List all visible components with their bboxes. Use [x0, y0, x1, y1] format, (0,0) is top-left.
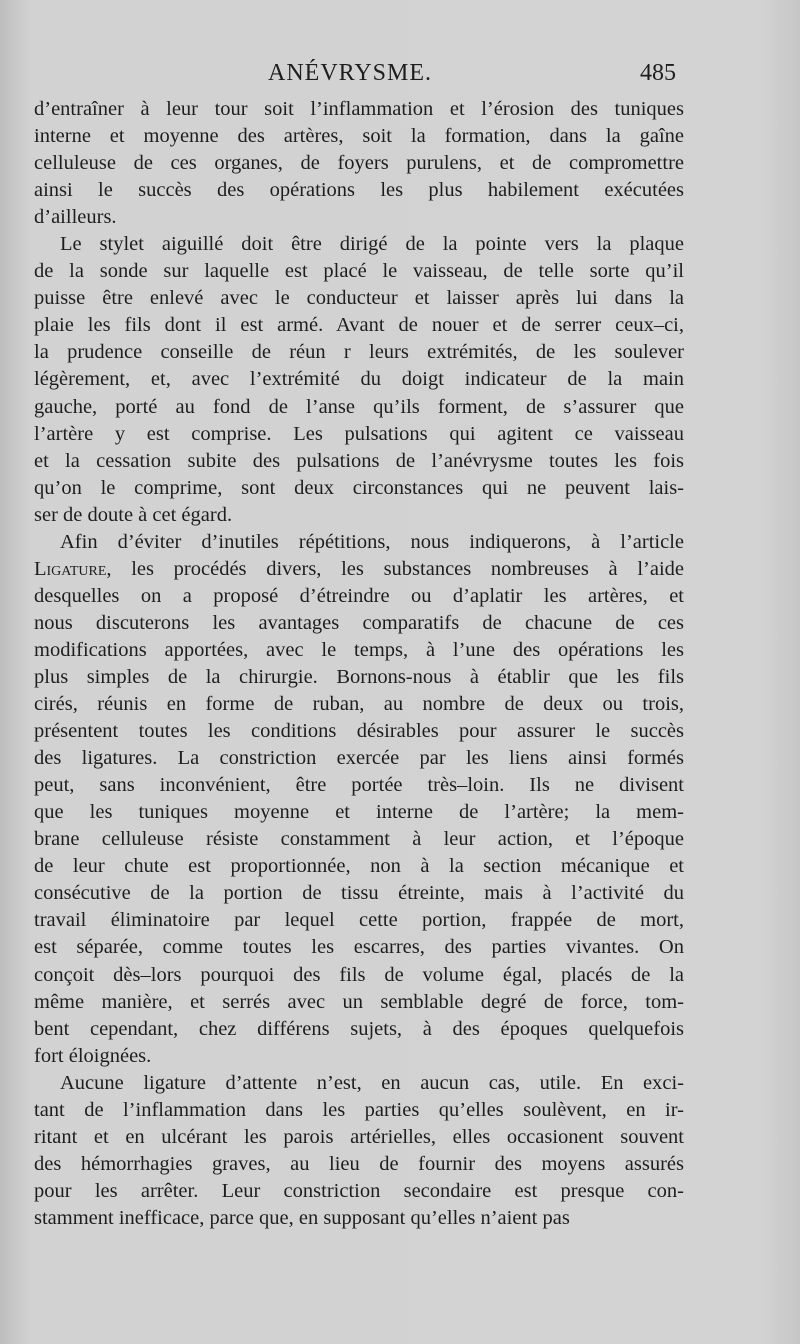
page-header [0, 54, 800, 94]
text-line: desquelles on a proposé d’étreindre ou d’aplatir les artères, et [34, 584, 684, 607]
text-line: fort éloignées. [34, 1044, 152, 1067]
text-line: plus simples de la chirurgie. Bornons-nous à établir que les fils [34, 665, 684, 688]
page-number: 485 [640, 60, 676, 86]
text-line: Afin d’éviter d’inutiles répétitions, nous indiquerons, à l’article [60, 530, 684, 553]
text-line: gauche, porté au fond de l’anse qu’ils forment, de s’assurer que [34, 395, 684, 418]
text-line: interne et moyenne des artères, soit la formation, dans la gaîne [34, 125, 684, 148]
text-line: des ligatures. La constriction exercée par les liens ainsi formés [34, 747, 684, 770]
text-line: même manière, et serrés avec un semblable degré de force, tom- [34, 990, 684, 1013]
text-line: l’artère y est comprise. Les pulsations qui agitent ce vaisseau [34, 422, 684, 445]
text-line: stamment inefficace, parce que, en supposant qu’elles n’aient pas [34, 1206, 570, 1229]
text-line: peut, sans inconvénient, être portée très–loin. Ils ne divisent [34, 774, 684, 797]
text-line: ser de doute à cet égard. [34, 503, 233, 526]
text-line: celluleuse de ces organes, de foyers purulens, et de compromettre [34, 152, 684, 175]
text-line: Aucune ligature d’attente n’est, en aucun cas, utile. En exci- [60, 1071, 684, 1094]
paragraph [34, 1070, 684, 1232]
paragraph [34, 231, 684, 529]
text-line: d’ailleurs. [34, 206, 117, 229]
text-line: modifications apportées, avec le temps, à l’une des opérations les [34, 638, 684, 661]
text-line: pour les arrêter. Leur constriction secondaire est presque con- [34, 1179, 684, 1202]
text-line: de leur chute est proportionnée, non à la section mécanique et [34, 855, 684, 878]
text-line: des hémorrhagies graves, au lieu de fournir des moyens assurés [34, 1152, 684, 1175]
running-title: ANÉVRYSME. [268, 60, 433, 86]
text-line: conçoit dès–lors pourquoi des fils de volume égal, placés de la [34, 963, 684, 986]
text-line: d’entraîner à leur tour soit l’inflammation et l’érosion des tuniques [34, 98, 684, 120]
text-line: travail éliminatoire par lequel cette portion, frappée de mort, [34, 909, 684, 932]
text-line: est séparée, comme toutes les escarres, des parties vivantes. On [34, 936, 684, 959]
text-line: que les tuniques moyenne et interne de l’artère; la mem- [34, 801, 684, 824]
text-line: puisse être enlevé avec le conducteur et laisser après lui dans la [34, 287, 684, 310]
text-line: de la sonde sur laquelle est placé le vaisseau, de telle sorte qu’il [34, 260, 684, 283]
paragraph [34, 529, 684, 1070]
text-line: nous discuterons les avantages comparatifs de chacune de ces [34, 611, 684, 634]
text-line: légèrement, et, avec l’extrémité du doigt indicateur de la main [34, 368, 684, 391]
text-line: plaie les fils dont il est armé. Avant de nouer et de serrer ceux–ci, [34, 314, 684, 337]
text-line: la prudence conseille de réun r leurs extrémités, de les soulever [34, 341, 684, 364]
text-line: consécutive de la portion de tissu étreinte, mais à l’activité du [34, 882, 684, 905]
text-line: et la cessation subite des pulsations de l’anévrysme toutes les fois [34, 449, 684, 472]
small-caps-term: Ligature [34, 557, 107, 580]
text-line: Le stylet aiguillé doit être dirigé de la pointe vers la plaque [60, 233, 684, 256]
body-text [34, 96, 684, 1232]
text-line: Ligature, les procédés divers, les substances nombreuses à l’aide [34, 557, 684, 580]
text-line: présentent toutes les conditions désirables pour assurer le succès [34, 720, 684, 743]
text-line: qu’on le comprime, sont deux circonstances qui ne peuvent lais- [34, 476, 684, 499]
text-line: brane celluleuse résiste constamment à leur action, et l’époque [34, 828, 684, 851]
text-line: cirés, réunis en forme de ruban, au nombre de deux ou trois, [34, 693, 684, 716]
text-line: tant de l’inflammation dans les parties qu’elles soulèvent, en ir- [34, 1098, 684, 1121]
text-line: ritant et en ulcérant les parois artérielles, elles occasionent souvent [34, 1125, 684, 1148]
paragraph [34, 96, 684, 231]
text-line: ainsi le succès des opérations les plus habilement exécutées [34, 179, 684, 202]
text-line: bent cependant, chez différens sujets, à des époques quelquefois [34, 1017, 684, 1040]
